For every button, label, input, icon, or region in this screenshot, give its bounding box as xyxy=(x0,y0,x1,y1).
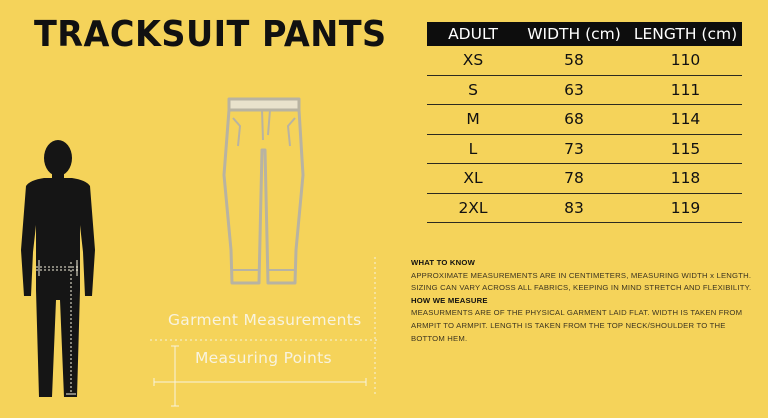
width-cell: 68 xyxy=(519,105,629,135)
size-cell: L xyxy=(427,134,519,164)
length-cell: 115 xyxy=(629,134,742,164)
garment-measurements-label: Garment Measurements xyxy=(168,311,362,329)
size-chart-table xyxy=(427,22,742,223)
page-title: TRACKSUIT PANTS xyxy=(34,14,387,55)
table-row xyxy=(427,193,742,223)
what-to-know-text: APPROXIMATE MEASUREMENTS ARE IN CENTIMETERS, MEASURING WIDTH x LENGTH. SIZING CAN VARY ACROSS ALL FABRICS, KEEPING IN MIND STRETCH AND FLEXIBILITY. xyxy=(411,270,752,293)
width-cell: 83 xyxy=(519,193,629,223)
table-row xyxy=(427,75,742,105)
pants-outline-icon xyxy=(224,99,303,283)
length-cell: 118 xyxy=(629,164,742,194)
length-cell: 119 xyxy=(629,193,742,223)
table-row xyxy=(427,164,742,194)
diagram-guides xyxy=(150,257,378,406)
width-cell: 63 xyxy=(519,75,629,105)
width-cell: 58 xyxy=(519,46,629,75)
size-cell: M xyxy=(427,105,519,135)
col-header-length: LENGTH (cm) xyxy=(629,22,742,46)
col-header-adult: ADULT xyxy=(427,22,519,46)
how-we-measure-heading: HOW WE MEASURE xyxy=(411,295,488,305)
size-cell: XL xyxy=(427,164,519,194)
size-cell: 2XL xyxy=(427,193,519,223)
table-row xyxy=(427,105,742,135)
width-cell: 78 xyxy=(519,164,629,194)
width-cell: 73 xyxy=(519,134,629,164)
size-cell: S xyxy=(427,75,519,105)
col-header-width: WIDTH (cm) xyxy=(519,22,629,46)
table-header-row xyxy=(427,22,742,46)
info-section xyxy=(411,257,761,345)
size-cell: XS xyxy=(427,46,519,75)
how-we-measure-text: MEASURMENTS ARE OF THE PHYSICAL GARMENT LAID FLAT. WIDTH IS TAKEN FROM ARMPIT TO ARMPIT. LENGTH IS TAKEN FROM THE TOP NECK/SHOULDER TO THE BOTTOM HEM. xyxy=(411,308,743,343)
table-row xyxy=(427,46,742,75)
what-to-know-heading: WHAT TO KNOW xyxy=(411,258,476,267)
table-row xyxy=(427,134,742,164)
length-cell: 114 xyxy=(629,105,742,135)
person-silhouette-icon xyxy=(21,140,95,397)
length-cell: 110 xyxy=(629,46,742,75)
measuring-points-label: Measuring Points xyxy=(195,349,332,367)
length-cell: 111 xyxy=(629,75,742,105)
